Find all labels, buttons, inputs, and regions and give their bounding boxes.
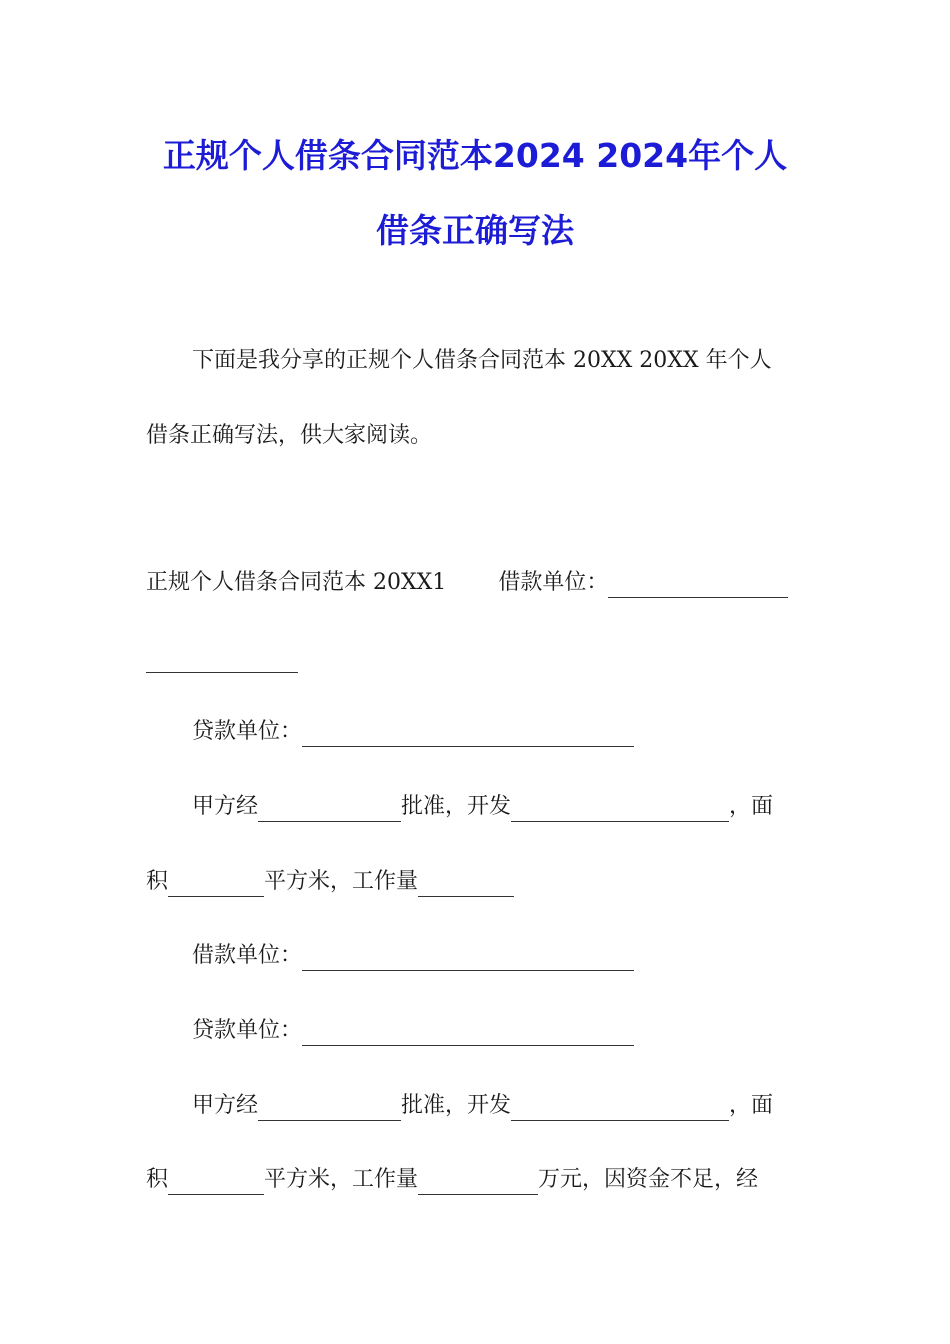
workload-blank-2 <box>418 1172 538 1195</box>
approval-blank <box>258 799 401 822</box>
approval-row-2 <box>192 1091 773 1121</box>
section-heading-row <box>146 568 788 598</box>
develop-blank-2 <box>511 1098 729 1121</box>
area-text-2b: 平方米，工作量 <box>264 1167 419 1192</box>
area-text-1: 积 <box>146 869 169 894</box>
lender-blank <box>302 724 634 747</box>
area-row-2 <box>146 1165 758 1195</box>
approval-text-1: 甲方经 <box>192 794 259 819</box>
area-row <box>146 867 514 897</box>
area-text-2: 平方米，工作量 <box>264 869 419 894</box>
borrower-blank-continuation-row <box>146 643 298 673</box>
intro-paragraph-line-2: 借条正确写法，供大家阅读。 <box>146 423 433 448</box>
area-blank-2 <box>168 1172 264 1195</box>
lender-blank-2 <box>302 1023 634 1046</box>
borrower-blank-2 <box>302 948 634 971</box>
section-heading: 正规个人借条合同范本 20XX1 <box>146 570 447 595</box>
approval-text-2: 批准，开发 <box>401 794 512 819</box>
borrower-row-2 <box>192 941 634 971</box>
lender-label-2: 贷款单位： <box>192 1018 303 1043</box>
approval-text-3b: ，面 <box>729 1093 774 1118</box>
area-text-3b: 万元，因资金不足，经 <box>538 1167 759 1192</box>
workload-blank <box>418 874 514 897</box>
borrower-label: 借款单位： <box>498 570 609 595</box>
borrower-blank-continued <box>146 650 298 673</box>
document-title-line-2: 借条正确写法 <box>376 211 574 250</box>
area-text-1b: 积 <box>146 1167 169 1192</box>
area-blank <box>168 874 264 897</box>
approval-row <box>192 792 773 822</box>
borrower-blank <box>608 575 788 598</box>
approval-text-2b: 批准，开发 <box>401 1093 512 1118</box>
approval-text-1b: 甲方经 <box>192 1093 259 1118</box>
lender-row-2 <box>192 1016 634 1046</box>
lender-row <box>192 717 634 747</box>
intro-paragraph-line-1: 下面是我分享的正规个人借条合同范本 20XX 20XX 年个人 <box>192 348 772 373</box>
document-title-line-1: 正规个人借条合同范本2024 2024年个人 <box>162 136 788 175</box>
borrower-label-2: 借款单位： <box>192 943 303 968</box>
lender-label: 贷款单位： <box>192 719 303 744</box>
approval-blank-2 <box>258 1098 401 1121</box>
approval-text-3: ，面 <box>729 794 774 819</box>
develop-blank <box>511 799 729 822</box>
